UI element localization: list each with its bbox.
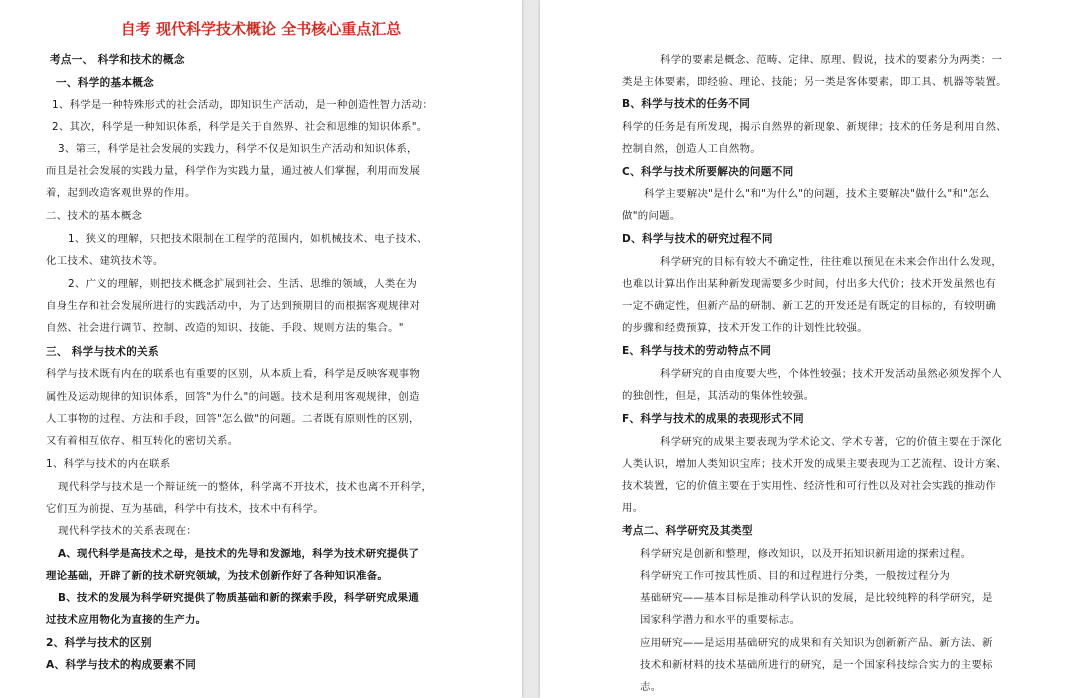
- section-heading: 考点二、科学研究及其类型: [622, 525, 753, 537]
- document-page-left: [0, 0, 522, 698]
- section-heading: 考点一、 科学和技术的概念: [50, 54, 185, 66]
- paragraph-line: 2、其次，科学是一种知识体系，科学是关于自然界、社会和思维的知识体系"。: [52, 121, 428, 133]
- subsection-heading: 一、科学的基本概念: [56, 77, 155, 89]
- paragraph-line: 科学研究的目标有较大不确定性，往往难以预见在未来会作出什么发现，: [660, 256, 1003, 268]
- paragraph-line: 科学主要解决"是什么"和"为什么"的问题，技术主要解决"做什么"和"怎么: [644, 188, 990, 200]
- paragraph-line: 3、第三，科学是社会发展的实践力，科学不仅是知识生产活动和知识体系，: [58, 143, 418, 155]
- subsection-heading: C、科学与技术所要解决的问题不同: [622, 166, 794, 178]
- paragraph-line: 现代科学与技术是一个辩证统一的整体，科学离不开技术，技术也离不开科学，: [58, 481, 433, 493]
- paragraph-line: 自身生存和社会发展所进行的实践活动中，为了达到预期目的而根据客观规律对: [46, 300, 421, 312]
- subsection-heading: F、科学与技术的成果的表现形式不同: [622, 413, 804, 425]
- emphasis-line: 理论基础，开辟了新的技术研究领域，为技术创新作好了各种知识准备。: [46, 570, 389, 582]
- paragraph-line: 2、广义的理解，则把技术概念扩展到社会、生活、思维的领域，人类在为: [68, 278, 418, 290]
- paragraph-line: 技术装置，它的价值主要在于实用性、经济性和可行性以及对社会实践的推动作: [622, 480, 997, 492]
- paragraph-line: 1、科学是一种特殊形式的社会活动，即知识生产活动，是一种创造性智力活动：: [52, 99, 434, 111]
- paragraph-line: 着，起到改造客观世界的作用。: [46, 187, 196, 199]
- paragraph-line: 科学的任务是有所发现，揭示自然界的新现象、新规律；技术的任务是利用自然、: [622, 121, 1007, 133]
- document-title: 自考 现代科学技术概论 全书核心重点汇总: [120, 20, 402, 38]
- emphasis-line: 过技术应用物化为直接的生产力。: [46, 614, 207, 626]
- subsection-heading: 2、科学与技术的区别: [46, 637, 152, 649]
- subsection-heading: 1、科学与技术的内在联系: [46, 458, 171, 470]
- paragraph-line: 一定不确定性，但新产品的研制、新工艺的开发还是有既定的目标的，有较明确: [622, 300, 997, 312]
- paragraph-line: 现代科学技术的关系表现在：: [58, 525, 197, 537]
- paragraph-line: 应用研究——是运用基础研究的成果和有关知识为创新新产品、新方法、新: [640, 637, 993, 649]
- paragraph-line: 科学的要素是概念、范畴、定律、原理、假说，技术的要素分为两类：一: [660, 54, 1003, 66]
- document-page-right: [540, 0, 1080, 698]
- paragraph-line: 科学研究是创新和整理，修改知识，以及开拓知识新用途的探索过程。: [640, 548, 972, 560]
- paragraph-line: 科学研究的成果主要表现为学术论文、学术专著，它的价值主要在于深化: [660, 436, 1003, 448]
- emphasis-line: B、技术的发展为科学研究提供了物质基础和新的探索手段，科学研究成果通: [58, 592, 420, 604]
- paragraph-line: 自然、社会进行调节、控制、改造的知识、技能、手段、规则方法的集合。": [46, 322, 404, 334]
- paragraph-line: 也难以计算出作出某种新发现需要多少时间，付出多大代价；技术开发虽然也有: [622, 278, 997, 290]
- paragraph-line: 控制自然，创造人工自然物。: [622, 143, 761, 155]
- paragraph-line: 化工技术、建筑技术等。: [46, 255, 164, 267]
- subsection-heading: D、科学与技术的研究过程不同: [622, 233, 773, 245]
- paragraph-line: 又有着相互依存、相互转化的密切关系。: [46, 435, 239, 447]
- paragraph-line: 基础研究——基本目标是推动科学认识的发展，是比较纯粹的科学研究，是: [640, 592, 993, 604]
- paragraph-line: 的步骤和经费预算，技术开发工作的计划性比较强。: [622, 322, 868, 334]
- subsection-heading: E、科学与技术的劳动特点不同: [622, 345, 772, 357]
- paragraph-line: 而且是社会发展的实践力量，科学作为实践力量，通过被人们掌握，利用而发展: [46, 165, 421, 177]
- paragraph-line: 技术和新材料的技术基础所进行的研究，是一个国家科技综合实力的主要标: [640, 659, 993, 671]
- paragraph-line: 类是主体要素，即经验、理论、技能；另一类是客体要素，即工具、机器等装置。: [622, 76, 1007, 88]
- paragraph-line: 做"的问题。: [622, 210, 681, 222]
- subsection-heading: 三、 科学与技术的关系: [46, 346, 159, 358]
- subsection-heading: A、科学与技术的构成要素不同: [46, 659, 197, 671]
- paragraph-line: 1、狭义的理解，只把技术限制在工程学的范围内，如机械技术、电子技术、: [68, 233, 428, 245]
- paragraph-line: 属性及运动规律的知识体系，回答"为什么"的问题。技术是利用客观规律，创造: [46, 391, 420, 403]
- paragraph-line: 人工事物的过程、方法和手段，回答"怎么做"的问题。二者既有原则性的区别，: [46, 413, 420, 425]
- paragraph-line: 它们互为前提、互为基础，科学中有技术，技术中有科学。: [46, 503, 324, 515]
- subsection-heading: 二、技术的基本概念: [46, 210, 143, 222]
- paragraph-line: 人类认识，增加人类知识宝库；技术开发的成果主要表现为工艺流程、设计方案、: [622, 458, 1007, 470]
- paragraph-line: 科学研究工作可按其性质、目的和过程进行分类，一般按过程分为: [640, 570, 951, 582]
- paragraph-line: 志。: [640, 681, 662, 693]
- paragraph-line: 国家科学潜力和水平的重要标志。: [640, 614, 801, 626]
- subsection-heading: B、科学与技术的任务不同: [622, 98, 751, 110]
- paragraph-line: 的独创性，但是，其活动的集体性较强。: [622, 390, 815, 402]
- paragraph-line: 科学研究的自由度要大些，个体性较强；技术开发活动虽然必须发挥个人: [660, 368, 1003, 380]
- paragraph-line: 用。: [622, 502, 644, 514]
- emphasis-line: A、现代科学是高技术之母，是技术的先导和发源地，科学为技术研究提供了: [58, 548, 420, 560]
- paragraph-line: 科学与技术既有内在的联系也有重要的区别，从本质上看，科学是反映客观事物: [46, 368, 421, 380]
